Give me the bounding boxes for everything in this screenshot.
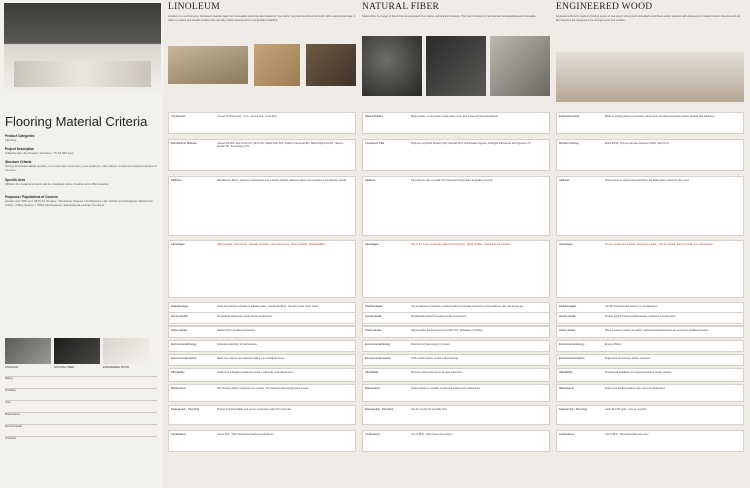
criteria-value: Made from natural, raw materials making it an ecological choice [217,357,285,360]
column-title: NATURAL FIBER [362,2,440,12]
rating-row: Rating [5,376,157,387]
linoleum-roll-photo [254,44,300,86]
engineered-wood-diagram [556,52,744,102]
criteria-row [168,312,356,324]
hero-photo [4,3,161,93]
criteria-row [556,139,744,171]
criteria-value: Can Be Scratched and Dented · Is not waterproof [605,305,658,308]
section-text: Flooring [5,138,16,142]
criteria-value: When it comes to indoor air quality, engineered hardwood floors are among the healthiest choices [605,329,709,332]
criteria-value: Tiles that are easy to install. Their fast interlocking edges fit together securely. [411,179,494,182]
criteria-label: Human Health [365,315,382,318]
criteria-label: Disassembly - Recycling [171,408,200,411]
column-engineered-wood [556,0,746,488]
criteria-label: Disadvantages [171,305,189,308]
criteria-value: Wet Cleaning (Damp mopping) once a week · Dry Cleaning (Vacuuming) twice a week [217,387,309,390]
column-natural-fiber [362,0,552,488]
criteria-row [556,240,744,298]
criteria-label: Affordability [559,371,573,374]
criteria-value: Can be recycled by specialty firms [411,408,448,411]
criteria-value: Requires very low energy to produce [411,343,450,346]
natural-fiber-swatch [54,338,100,364]
linoleum-swatch [5,338,51,364]
criteria-value: Link to EPD · https://pixel.floor-care.com/ [605,433,649,436]
criteria-row [168,368,356,382]
criteria-row [556,112,744,134]
criteria-value: Product good for human health because it tested to emit low levels [605,315,676,318]
criteria-label: Engineered wood [559,115,580,118]
criteria-label: Environmental Energy [559,343,585,346]
criteria-label: Advantages [171,243,185,246]
criteria-value: Professional installation of engineered wood is usually cheaper [605,371,672,374]
column-intro: Engineered Wood is made by binding pieces of real wood, using wood, shredded wood fibers and/or sawdust with adhesives to create products that look and act like wood but are designed to be stronger and more durable. [556,15,741,22]
criteria-value: Wood 68.9%, Polyvinyl Acetate Adhesive 0.06%, Stain 0.1% [605,142,669,145]
rating-row: Acoustics [5,436,157,447]
criteria-row [362,139,550,171]
criteria-label: Advantages [365,243,379,246]
criteria-label: Human Health [171,315,188,318]
criteria-value: Grout and moisture-sensitive to standing water · Needs resealing · Can dent under heavy loads [217,305,318,308]
criteria-row [362,112,550,134]
criteria-label: Environmental Energy [171,343,197,346]
criteria-row [168,112,356,134]
criteria-row [168,326,356,338]
criteria-value: CO2 neutral (Carbon neutral rubber flooring) [411,357,459,360]
rating-row: Durability [5,388,157,399]
criteria-label: Affordability [171,371,185,374]
fiber-photo-1 [362,36,422,96]
criteria-row [556,340,744,352]
column-intro: Linoleum is a performance, bio-based material made from renewable resources like linseed oil, tree resins, recycled wood flour and cork, with a natural jute base. It offers a resilient and durable surface that naturally resists bacteria and is comfortable underfoot. [168,15,356,22]
criteria-row [168,384,356,402]
column-linoleum [168,0,358,488]
criteria-label: Indoor climate [171,329,188,332]
criteria-value: Linseed Oil 28%, Gum Rosin 2%, Tall Oil 6%, Wood Flour 31%, Calcium Carbonate 8%, Natural Pigments 5%, Titanium Dioxide 3%, Jute backing 17% [217,142,344,149]
criteria-value: Can be dipped in production of natural rubber to increase resistance to hydrocarbons, fats, oils and grease. [411,305,525,308]
criteria-value: Energy efficient [605,343,622,346]
criteria-label: Advantages [559,243,573,246]
criteria-label: Environmental Carbon [365,357,391,360]
criteria-label: Disadvantages [365,305,383,308]
criteria-value: One of the most eco-friendly resilient flooring types · Highly durable · Sound and slip resistant [411,243,510,246]
criteria-label: Additives [365,179,376,182]
criteria-label: Certifications [365,433,380,436]
criteria-value: Made by binding pieces of real wood, using wood, shredded wood fibers and/or sawdust with adhesives [605,115,715,118]
criteria-value: Which comes in engineered wood floors, the floating floor method is often used. [605,179,690,182]
criteria-row [168,139,356,171]
criteria-value: No particular hazard for people and the environment [411,315,467,318]
fiber-photo-3 [490,36,550,96]
criteria-value: Linseed oil (linseed oil) · resin · ground cork · wood flour [217,115,277,118]
criteria-value: Engineered wood lowers carbon emissions [605,357,651,360]
criteria-row [556,176,744,236]
criteria-row [556,312,744,324]
criteria-value: No particular hazard for people and the environment [217,315,273,318]
criteria-row [556,368,744,382]
criteria-value: Consumes electricity for maintenance [217,343,257,346]
criteria-label: Natural Rubber [365,115,383,118]
criteria-row [556,354,744,366]
criteria-row [168,405,356,425]
criteria-row [362,354,550,366]
criteria-row [556,405,744,425]
criteria-label: Indoor climate [365,329,382,332]
criteria-value: Sealed surface is resistant to wear and requires low maintenance [411,387,481,390]
criteria-label: Maintenance [171,387,186,390]
page-title: Flooring Material Criteria [5,114,148,129]
fiber-photo-2 [426,36,486,96]
criteria-row [362,430,550,452]
criteria-label: Human Health [559,315,576,318]
section-text: Adaptive Re-Use Project | Houston, TX 10,000 sqm [5,151,74,155]
criteria-label: Environmental Carbon [559,357,585,360]
criteria-label: Affordability [365,371,379,374]
criteria-row [556,430,744,452]
section-label: Purposes / Populations of Concern [5,195,59,199]
criteria-value: Lasts 30 to 80 years · Can be recycled [605,408,646,411]
criteria-row [362,176,550,236]
criteria-row [362,384,550,402]
swatch-label: ENGINEERED WOOD [103,366,130,369]
criteria-value: Polymers (Synthetic Rubber) 18%, Minerals 40%, Vulcanisation Agents, Antifungal Substances and Pigments 7% [411,142,531,145]
criteria-label: Disassembly - Recycling [365,408,394,411]
criteria-label: Certifications [171,433,186,436]
criteria-row [362,405,550,425]
criteria-value: Made of latex - a sap found in para rubber trees, also known as Hevea brasiliensis [411,115,499,118]
criteria-value: Doesn't expand and contract · Extremely durable · Can be sanded · Easy to install · Low maintenance [605,243,713,246]
criteria-row [168,354,356,366]
linoleum-sample-photo [306,44,356,86]
criteria-row [362,240,550,298]
criteria-value: Linoleum is a bargain compared to wood, ceramic tile, and natural stone [217,371,294,374]
criteria-value: Premium rubber flooring can be quite expensive [411,371,462,374]
criteria-label: Constituents [171,115,186,118]
section-text: (Where the material product will be installed) Active Studios and Office spaces [5,182,109,186]
criteria-row [168,340,356,352]
section-label: Structure Criteria [5,160,32,164]
criteria-label: Certifications [559,433,574,436]
criteria-label: Additives [559,179,570,182]
criteria-value: Highly durable · Economical · Naturally antistatic · Low maintenance · Water resistant · Biodegradable [217,243,325,246]
column-intro: Natural fiber is a range of fibers that are generated from plants, animals and minerals. They can be woven or laid and are biodegradable and renewable. [362,15,537,18]
criteria-label: Environmental Carbon [171,357,197,360]
column-title: ENGINEERED WOOD [556,2,653,12]
hero-floor [14,61,151,87]
criteria-label: Wooden Flooring [559,142,579,145]
criteria-label: Disadvantages [559,305,577,308]
section-text: (weeks and 30% and 36%) Art Studies / Workshop Spaces / Architecture Lab / Artists and Designers Retail and Lobby / Office Spaces / Office Workspaces / Educational Learner Numbers [5,199,153,208]
criteria-label: Additives [171,179,182,182]
criteria-row [168,240,356,298]
section-label: Project Description [5,147,35,151]
criteria-value: Product is biodegradable and can be composted. Lasts 20 to 40 years [217,408,292,411]
swatch-label: NATURAL FIBER [54,366,75,369]
criteria-value: Link to EPD · https://pixel.nora.com/en/ [411,433,453,436]
swatch-label: LINOLEUM [5,366,19,369]
rating-row: Environmental [5,424,157,435]
criteria-value: Manufacturer Blend - glued by professionals over a perfect subfloor. Adhesive sheets are produced in the backing material. [217,179,347,182]
criteria-row [362,312,550,324]
criteria-value: Engineered hardwood offers easy care and maintenance [605,387,666,390]
criteria-row [362,326,550,338]
criteria-row [168,430,356,452]
criteria-label: Constituent Tiles [365,142,385,145]
criteria-row [168,176,356,236]
engineered-wood-swatch [103,338,149,364]
rating-row: Maintenance [5,412,157,423]
section-text: Strong and dependable surface, eco-informed movement, user-partners. Information of various material choices of concern. [5,164,157,173]
criteria-label: Indoor climate [559,329,576,332]
criteria-row [362,340,550,352]
criteria-label: Maintenance [559,387,574,390]
column-title: LINOLEUM [168,2,221,12]
linoleum-diagram [168,46,248,84]
section-label: Specific Area [5,178,26,182]
material-swatches [5,338,157,369]
left-panel [0,0,163,488]
criteria-label: Manufacturer Modules [171,142,197,145]
criteria-label: Disassembly - Recycling [559,408,588,411]
section-label: Product Categories [5,134,35,138]
criteria-value: Natural rubber flooring does not contain PVC, phthalates or chlorine [411,329,483,332]
rating-row: Cost [5,400,157,411]
criteria-value: Allows flooring climatic performance [217,329,256,332]
criteria-row [556,384,744,402]
criteria-value: Link to EPD · https://pixel.forbo-flooring.com/linoleum [217,433,274,436]
criteria-label: Maintenance [365,387,380,390]
criteria-row [362,368,550,382]
criteria-label: Environmental Energy [365,343,391,346]
criteria-row [556,326,744,338]
